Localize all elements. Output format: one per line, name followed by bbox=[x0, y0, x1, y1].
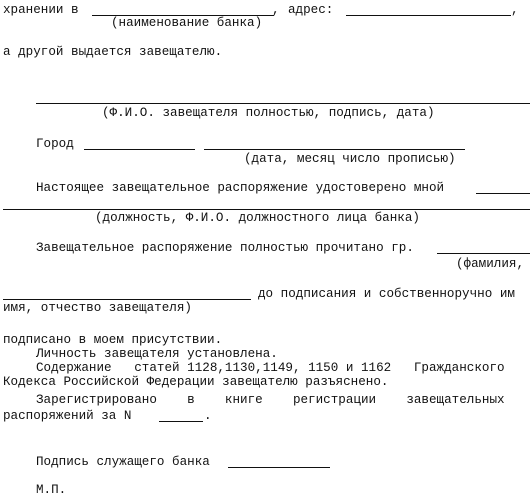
bank-employee-signature-blank bbox=[228, 467, 330, 468]
date-blank bbox=[204, 149, 465, 150]
line1-end: , bbox=[511, 3, 519, 17]
registered-line2-end: . bbox=[204, 409, 212, 423]
address-label: адрес: bbox=[288, 3, 334, 17]
registered-line1: Зарегистрировано в книге регистрации завещательных bbox=[36, 393, 505, 407]
content-line2: Кодекса Российской Федерации завещателю разъяснено. bbox=[3, 375, 389, 389]
before-signing-text: до подписания и собственноручно им bbox=[258, 287, 515, 301]
address-blank bbox=[346, 15, 511, 16]
line1-comma: , bbox=[272, 3, 280, 17]
signed-text: подписано в моем присутствии. bbox=[3, 333, 223, 347]
certified-blank bbox=[476, 193, 530, 194]
stamp-label: М.П. bbox=[36, 483, 67, 497]
surname-hint: (фамилия, bbox=[456, 257, 525, 271]
city-label: Город bbox=[36, 137, 74, 151]
testator-signature-blank bbox=[36, 103, 530, 104]
read-text: Завещательное распоряжение полностью прочитано гр. bbox=[36, 241, 414, 255]
date-hint: (дата, месяц число прописью) bbox=[244, 152, 456, 166]
city-blank bbox=[84, 149, 195, 150]
identity-text: Личность завещателя установлена. bbox=[36, 347, 278, 361]
official-blank bbox=[3, 209, 530, 210]
bank-employee-signature-label: Подпись служащего банка bbox=[36, 455, 210, 469]
official-hint: (должность, Ф.И.О. должностного лица банка) bbox=[95, 211, 420, 225]
testator-name-blank bbox=[3, 299, 251, 300]
register-number-blank bbox=[159, 421, 203, 422]
registered-line2-prefix: распоряжений за N bbox=[3, 409, 132, 423]
certified-text: Настоящее завещательное распоряжение удостоверено мной bbox=[36, 181, 445, 195]
reader-blank bbox=[437, 253, 530, 254]
other-copy-text: а другой выдается завещателю. bbox=[3, 45, 223, 59]
content-line1: Содержание статей 1128,1130,1149, 1150 и 1162 Гражданского bbox=[36, 361, 505, 375]
bank-name-hint: (наименование банка) bbox=[111, 16, 263, 30]
name-hint: имя, отчество завещателя) bbox=[3, 301, 192, 315]
testator-hint: (Ф.И.О. завещателя полностью, подпись, дата) bbox=[102, 106, 435, 120]
line1-prefix: хранении в bbox=[3, 3, 79, 17]
